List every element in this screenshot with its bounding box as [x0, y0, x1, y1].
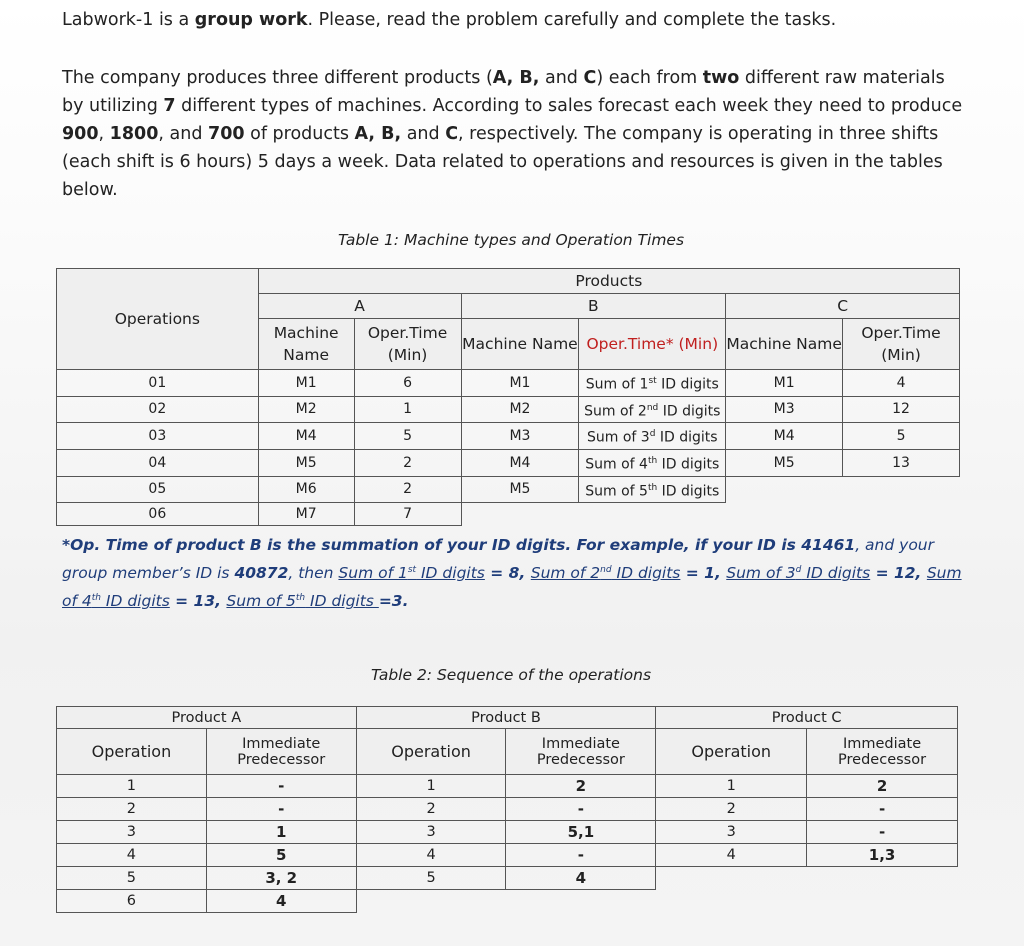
- table-row: 05 M6 2 M5 Sum of 5th ID digits: [57, 476, 960, 503]
- seq-product-a-header: Product A: [57, 707, 357, 729]
- intro-line: Labwork-1 is a group work. Please, read the problem carefully and complete the tasks.: [62, 10, 837, 30]
- table-row: 2 - 2 - 2 -: [57, 798, 958, 821]
- product-a-header: A: [258, 294, 461, 319]
- table-row: 5 3, 2 5 4: [57, 867, 958, 890]
- table-row: 06 M7 7: [57, 503, 960, 526]
- table-row: 3 1 3 5,1 3 -: [57, 821, 958, 844]
- a-time-header: Oper.Time (Min): [354, 319, 461, 370]
- operations-header: Operations: [57, 269, 259, 370]
- table-row: 1 - 1 2 1 2: [57, 775, 958, 798]
- seq-product-b-header: Product B: [356, 707, 656, 729]
- table2-caption: Table 2: Sequence of the operations: [371, 666, 652, 684]
- op-time-note: *Op. Time of product B is the summation of your ID digits. For example, if your ID is 41461, and your group member’s ID is 40872, then Sum of 1st ID digits = 8, Sum of 2nd ID digits = 1, Sum of 3$^d$ ID digits = 12, Sum of 4th ID digits = 13, Sum of 5th ID digits =3.: [62, 536, 962, 611]
- c-time-header: Oper.Time (Min): [843, 319, 960, 370]
- c-machine-header: Machine Name: [726, 319, 843, 370]
- table-row: 6 4: [57, 890, 958, 913]
- table-row: 4 5 4 - 4 1,3: [57, 844, 958, 867]
- machine-operation-table: [56, 268, 960, 526]
- product-c-header: C: [726, 294, 960, 319]
- seq-product-c-header: Product C: [656, 707, 958, 729]
- group-work-emphasis: group work: [194, 10, 308, 30]
- table-row: 02 M2 1 M2 Sum of 2nd ID digits M3 12: [57, 396, 960, 423]
- products-header: Products: [258, 269, 959, 294]
- problem-paragraph: The company produces three different products (A, B, and C) each from two different raw materials by utilizing 7 different types of machines. According to sales forecast each week they need to produce 900, 1800, and 700 of products A, B, and C, respectively. The company is operating in three shifts (each shift is 6 hours) 5 days a week. Data related to operations and resources is given in the tables below.: [62, 68, 963, 200]
- a-machine-header: Machine Name: [258, 319, 354, 370]
- table-row: 03 M4 5 M3 Sum of 3$^d$ ID digits M4 5: [57, 423, 960, 450]
- b-time-header: Oper.Time* (Min): [579, 319, 726, 370]
- table-row: 04 M5 2 M4 Sum of 4th ID digits M5 13: [57, 449, 960, 476]
- table-row: 01 M1 6 M1 Sum of 1st ID digits M1 4: [57, 370, 960, 397]
- b-machine-header: Machine Name: [461, 319, 579, 370]
- operation-sequence-table: Product A Product B Product C Operation Immediate Predecessor Operation Immediate Predecessor Operation Immediate Predecessor 1 - 1 2 1 2 2 - 2 - 2 - 3 1 3 5,1 3 - 4 5 4 - 4 1,3 5 3, 2 5 4 6 4: [56, 706, 958, 913]
- table1-caption: Table 1: Machine types and Operation Times: [338, 231, 685, 249]
- product-b-header: B: [461, 294, 726, 319]
